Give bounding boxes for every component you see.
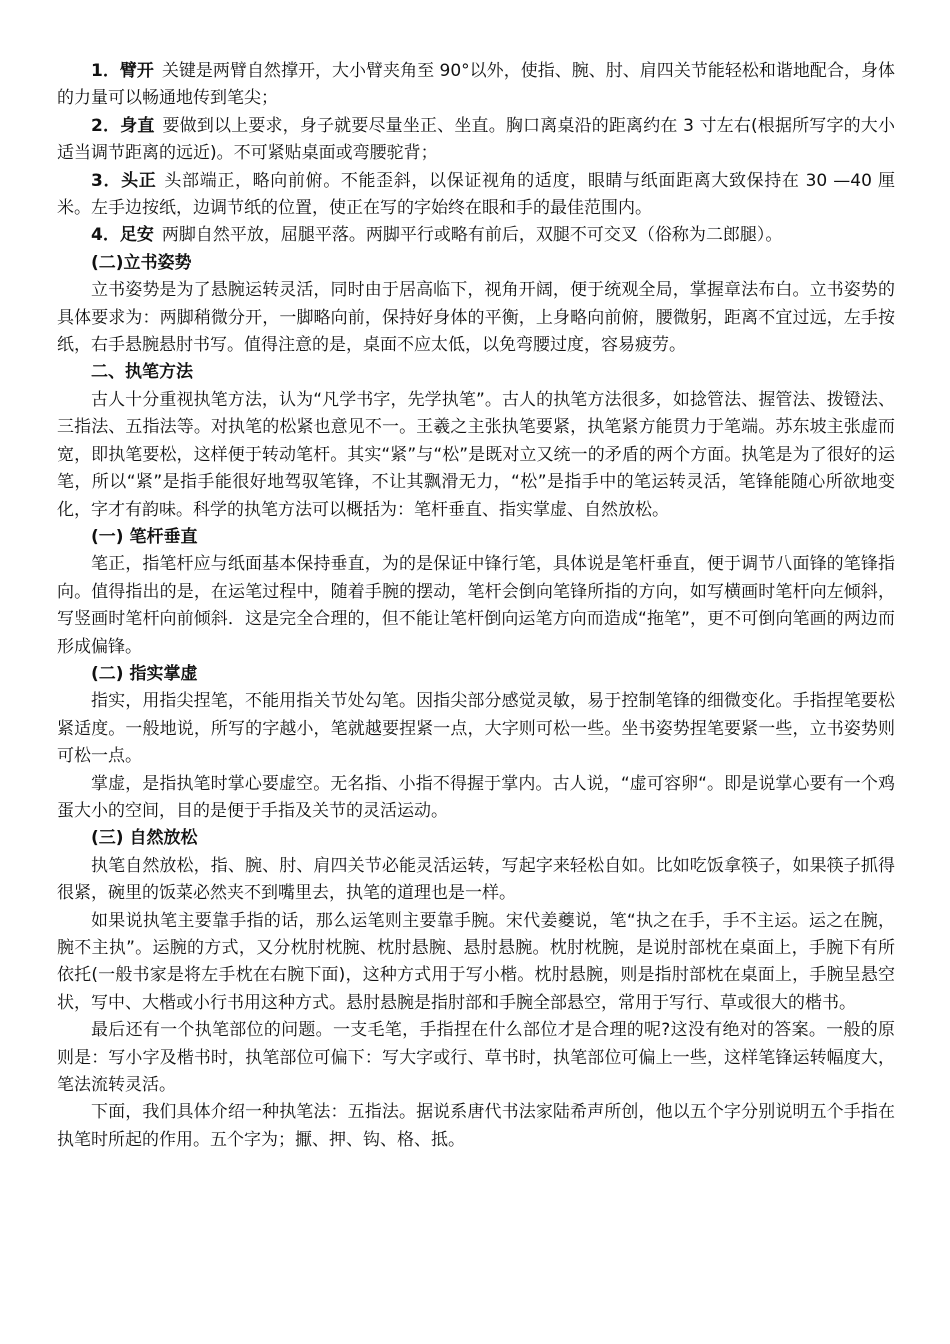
posture-item-feet — [57, 222, 895, 249]
vertical-paragraph: 笔正，指笔杆应与纸面基本保持垂直，为的是保证中锋行笔，具体说是笔杆垂直，便于调节八面锋的笔锋指向。值得指出的是，在运笔过程中，随着手腕的摆动，笔杆会倒向笔锋所指的方向，如写横画时笔杆向左倾斜，写竖画时笔杆向前倾斜．这是完全合理的，但不能让笔杆倒向运笔方向而造成“拖笔”，更不可倒向笔画的两边而形成偏锋。 — [57, 554, 895, 657]
posture-term: 4．足安 — [91, 225, 154, 246]
section-heading-pen-holding: 二、执笔方法 — [91, 362, 193, 383]
relax-paragraph-2: 如果说执笔主要靠手指的话，那么运笔则主要靠手腕。宋代姜夔说，笔“执之在手，手不主运。运之在腕，腕不主执”。运腕的方式，又分枕肘枕腕、枕肘悬腕、悬肘悬腕。枕肘枕腕，是说肘部枕在桌面上，手腕下有所依托(一般书家是将左手枕在右腕下面)，这种方式用于写小楷。枕肘悬腕，则是指肘部枕在桌面上，手腕呈悬空状，写中、大楷或小行书用这种方式。悬肘悬腕是指肘部和手腕全部悬空，常用于写行、草或很大的楷书。 — [57, 910, 895, 1013]
subsection-heading-relax: (三) 自然放松 — [91, 828, 198, 849]
document-page — [57, 58, 895, 1154]
posture-item-body — [57, 113, 895, 168]
fingers-paragraph-1: 指实，用指尖捏笔，不能用指关节处勾笔。因指尖部分感觉灵敏，易于控制笔锋的细微变化。手指捏笔要松紧适度。一般地说，所写的字越小，笔就越要捏紧一点，大字则可松一些。坐书姿势捏笔要紧一些，立书姿势则可松一点。 — [57, 691, 895, 767]
standing-paragraph: 立书姿势是为了悬腕运转灵活，同时由于居高临下，视角开阔，便于统观全局，掌握章法布白。立书姿势的具体要求为：两脚稍微分开，一脚略向前，保持好身体的平衡，上身略向前俯，腰微躬，距离不宜过远，左手按纸，右手悬腕悬肘书写。值得注意的是，桌面不应太低，以免弯腰过度，容易疲劳。 — [57, 280, 895, 356]
posture-text: 两脚自然平放，屈腿平落。两脚平行或略有前后，双腿不可交叉（俗称为二郎腿）。 — [161, 225, 783, 246]
posture-item-head — [57, 168, 895, 223]
posture-text: 关键是两臂自然撑开，大小臂夹角至 90°以外，使指、腕、肘、肩四关节能轻松和谐地配合，身体的力量可以畅通地传到笔尖； — [57, 61, 895, 109]
relax-paragraph-3: 最后还有一个执笔部位的问题。一支毛笔，手指捏在什么部位才是合理的呢?这没有绝对的答案。一般的原则是：写小字及楷书时，执笔部位可偏下：写大字或行、草书时，执笔部位可偏上一些，这样笔锋运转幅度大，笔法流转灵活。 — [57, 1020, 895, 1096]
fingers-paragraph-2: 掌虚，是指执笔时掌心要虚空。无名指、小指不得握于掌内。古人说，“虚可容卵“。即是说掌心要有一个鸡蛋大小的空间，目的是便于手指及关节的灵活运动。 — [57, 773, 895, 821]
posture-text: 要做到以上要求，身子就要尽量坐正、坐直。胸口离桌沿的距离约在 3 寸左右(根据所写字的大小适当调节距离的远近)。不可紧贴桌面或弯腰驼背； — [57, 115, 895, 164]
standing-heading: (二)立书姿势 — [91, 252, 192, 273]
relax-paragraph-1: 执笔自然放松，指、腕、肘、肩四关节必能灵活运转，写起字来轻松自如。比如吃饭拿筷子，如果筷子抓得很紧，碗里的饭菜必然夹不到嘴里去，执笔的道理也是一样。 — [57, 855, 895, 904]
posture-term: 1．臂开 — [91, 61, 154, 81]
subsection-heading-vertical: (一) 笔杆垂直 — [91, 526, 198, 547]
pen-holding-intro: 古人十分重视执笔方法，认为“凡学书字，先学执笔”。古人的执笔方法很多，如捻管法、握管法、拨镫法、三指法、五指法等。对执笔的松紧也意见不一。王羲之主张执笔要紧，执笔紧方能贯力于笔端。苏东坡主张虚而宽，即执笔要松，这样便于转动笔杆。其实“紧”与“松”是既对立又统一的矛盾的两个方面。执笔是为了很好的运笔，所以“紧”是指手能很好地驾驭笔锋，不让其飘滑无力，“松”是指手中的笔运转灵活，笔锋能随心所欲地变化，字才有韵味。科学的执笔方法可以概括为：笔杆垂直、指实掌虚、自然放松。 — [57, 389, 895, 520]
posture-item-arms — [57, 58, 895, 113]
relax-paragraph-4: 下面，我们具体介绍一种执笔法：五指法。据说系唐代书法家陆希声所创，他以五个字分别说明五个手指在执笔时所起的作用。五个字为；擫、押、钩、格、抵。 — [57, 1102, 895, 1150]
posture-term: 2．身直 — [91, 115, 155, 136]
subsection-heading-fingers: (二) 指实掌虚 — [91, 663, 198, 684]
posture-term: 3．头正 — [91, 170, 157, 191]
posture-text: 头部端正，略向前俯。不能歪斜，以保证视角的适度，眼睛与纸面距离大致保持在 30 —40 厘米。左手边按纸，边调节纸的位置，使正在写的字始终在眼和手的最佳范围内。 — [57, 170, 895, 219]
